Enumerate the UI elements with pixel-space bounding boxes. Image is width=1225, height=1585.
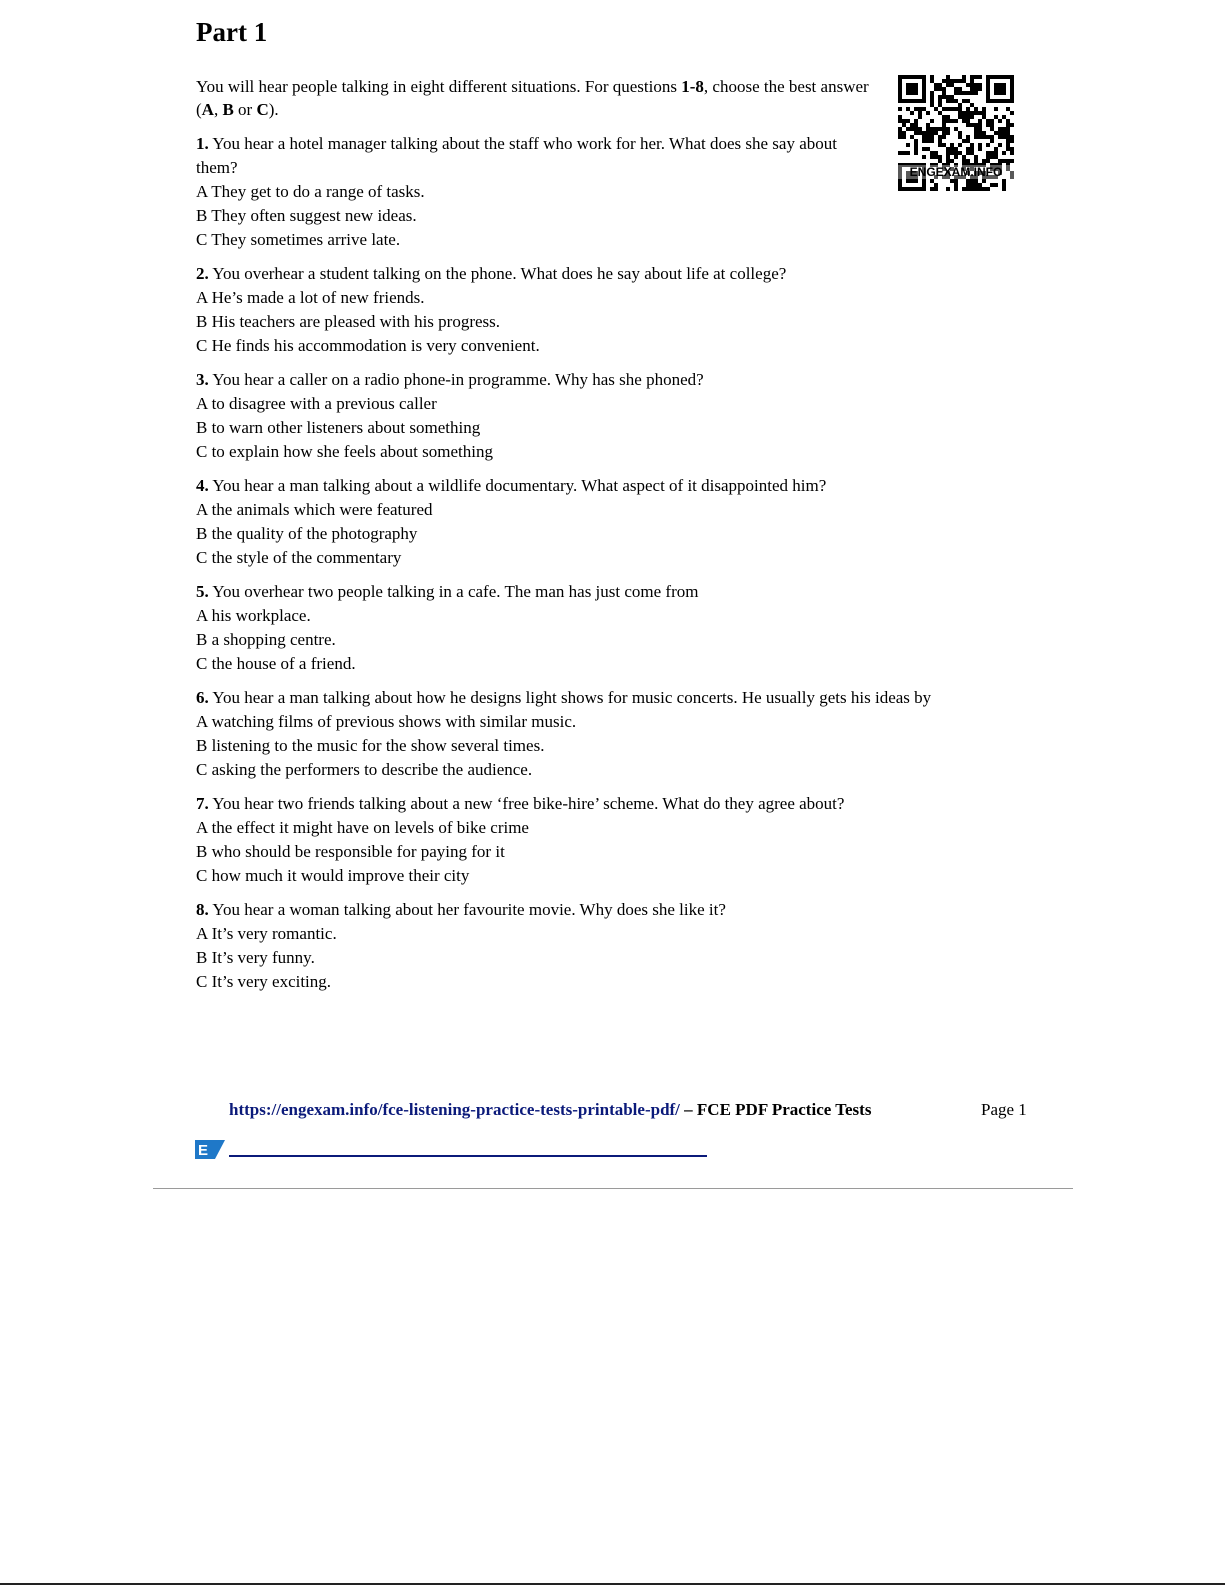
question-5 [196, 580, 996, 676]
question-number: 6. [196, 688, 209, 707]
answer-option: B who should be responsible for paying for it [196, 842, 505, 861]
question-text: You hear a caller on a radio phone-in programme. Why has she phoned? [212, 370, 704, 389]
question-2 [196, 262, 996, 358]
footer-separator: – [679, 1100, 697, 1119]
footer [229, 1098, 1029, 1122]
question-number: 3. [196, 370, 209, 389]
answer-option: B to warn other listeners about something [196, 418, 481, 437]
question-3 [196, 368, 996, 464]
question-text: You hear a hotel manager talking about the staff who work for her. What does she say about them? [196, 134, 837, 177]
answer-option: C They sometimes arrive late. [196, 230, 401, 249]
question-7 [196, 792, 996, 888]
answer-option: B listening to the music for the show several times. [196, 736, 545, 755]
question-stem [196, 132, 876, 180]
question-stem [196, 262, 996, 286]
answer-option: A his workplace. [196, 606, 311, 625]
option-a-label: A [201, 100, 214, 119]
question-list [196, 132, 996, 1004]
question-stem [196, 580, 996, 604]
page-title: Part 1 [196, 17, 268, 47]
footer-title: FCE PDF Practice Tests [696, 1100, 872, 1119]
question-number: 4. [196, 476, 209, 495]
qr-caption: ENGEXAM.INFO [898, 165, 1014, 179]
answer-option: C the house of a friend. [196, 654, 356, 673]
svg-text:E: E [198, 1142, 209, 1159]
answer-option: B the quality of the photography [196, 524, 418, 543]
question-stem [196, 368, 996, 392]
question-text: You hear a woman talking about her favourite movie. Why does she like it? [212, 900, 726, 919]
answer-option: A the animals which were featured [196, 500, 433, 519]
question-text: You overhear two people talking in a cafe. The man has just come from [212, 582, 699, 601]
answer-option: B a shopping centre. [196, 630, 336, 649]
question-number: 7. [196, 794, 209, 813]
option-b-label: B [222, 100, 234, 119]
answer-option: C He finds his accommodation is very convenient. [196, 336, 540, 355]
question-4 [196, 474, 996, 570]
answer-option: A He’s made a lot of new friends. [196, 288, 425, 307]
answer-option: B It’s very funny. [196, 948, 315, 967]
page-number: Page 1 [981, 1100, 1027, 1119]
option-c-label: C [256, 100, 269, 119]
answer-option: C It’s very exciting. [196, 972, 332, 991]
question-text: You hear a man talking about a wildlife documentary. What aspect of it disappointed him? [212, 476, 827, 495]
close-paren: ). [268, 100, 279, 119]
comma: , [213, 100, 223, 119]
answer-option: A watching films of previous shows with similar music. [196, 712, 577, 731]
answer-option: C asking the performers to describe the audience. [196, 760, 533, 779]
question-number: 5. [196, 582, 209, 601]
question-1 [196, 132, 996, 252]
instructions-text: You will hear people talking in eight different situations. For questions [196, 77, 682, 96]
answer-option: A They get to do a range of tasks. [196, 182, 425, 201]
answer-option: A It’s very romantic. [196, 924, 337, 943]
question-stem [196, 686, 996, 710]
answer-option: C to explain how she feels about something [196, 442, 493, 461]
answer-option: B They often suggest new ideas. [196, 206, 417, 225]
answer-option: A to disagree with a previous caller [196, 394, 437, 413]
answer-option: C how much it would improve their city [196, 866, 470, 885]
question-text: You hear two friends talking about a new ‘free bike-hire’ scheme. What do they agree about? [212, 794, 845, 813]
page-separator [153, 1188, 1073, 1189]
answer-option: A the effect it might have on levels of bike crime [196, 818, 529, 837]
question-range: 1-8 [681, 77, 704, 96]
question-number: 1. [196, 134, 209, 153]
question-stem [196, 792, 996, 816]
instructions [196, 75, 876, 121]
instructions-text-2: , choose the best answer ( [196, 77, 869, 119]
question-number: 2. [196, 264, 209, 283]
answer-option: C the style of the commentary [196, 548, 402, 567]
answer-option: B His teachers are pleased with his progress. [196, 312, 501, 331]
question-8 [196, 898, 996, 994]
question-6 [196, 686, 996, 782]
footer-link[interactable]: https://engexam.info/fce-listening-practice-tests-printable-pdf/ [229, 1100, 680, 1119]
question-stem [196, 474, 996, 498]
question-text: You hear a man talking about how he designs light shows for music concerts. He usually gets his ideas by [212, 688, 932, 707]
or-text: or [233, 100, 257, 119]
engexam-logo-icon [195, 1140, 225, 1159]
question-text: You overhear a student talking on the phone. What does he say about life at college? [212, 264, 787, 283]
question-stem [196, 898, 996, 922]
footer-rule [229, 1155, 707, 1157]
question-number: 8. [196, 900, 209, 919]
